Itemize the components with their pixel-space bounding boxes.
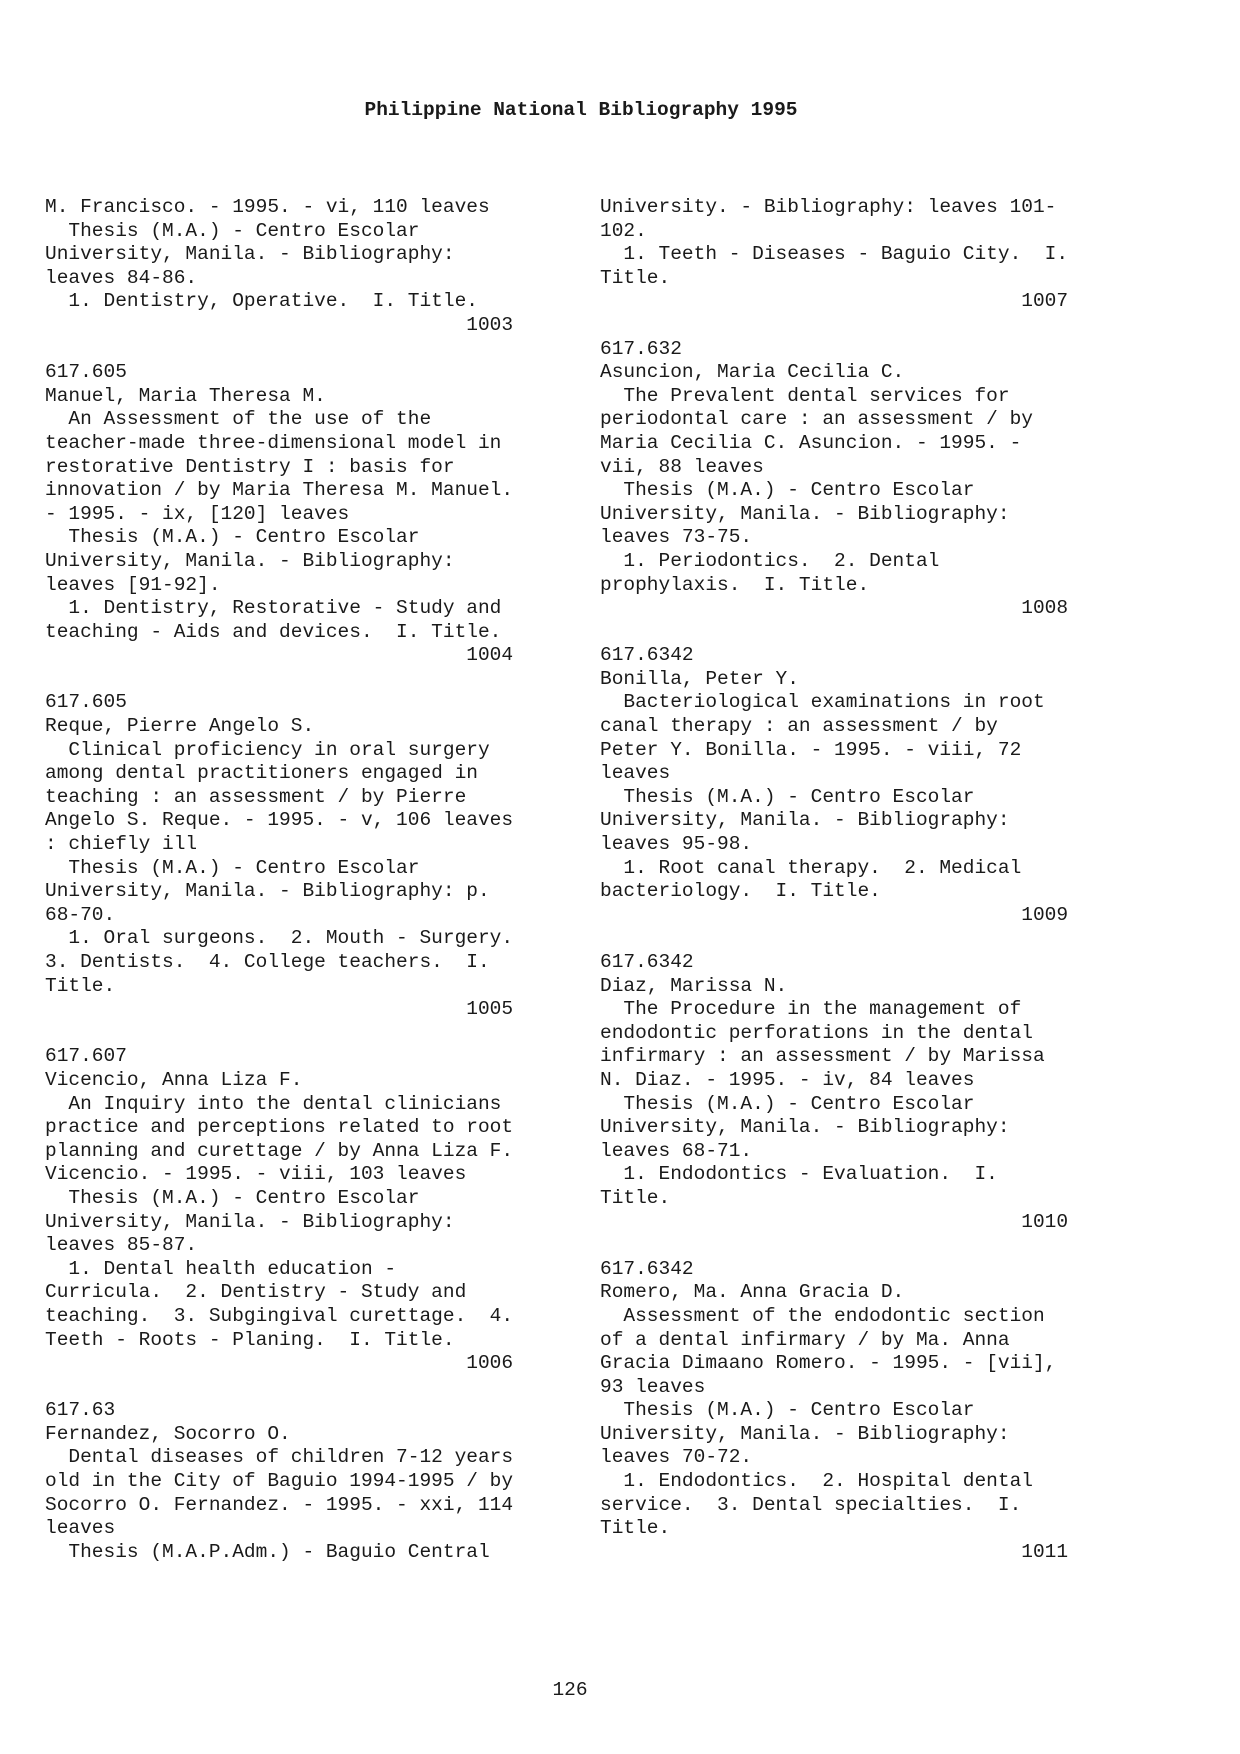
bibliography-line: Asuncion, Maria Cecilia C. [600,361,905,384]
left-column [45,196,555,1564]
bibliography-line: Peter Y. Bonilla. - 1995. - viii, 72 [600,738,1022,761]
page-number: 126 [552,1679,588,1701]
bibliography-line: 1. Dentistry, Restorative - Study and [45,597,502,620]
bibliography-line: 1. Teeth - Diseases - Baguio City. I. [600,243,1069,266]
bibliography-line: canal therapy : an assessment / by [600,715,998,738]
bibliography-line: An Inquiry into the dental clinicians [45,1092,502,1115]
bibliography-line: leaves 84-86. [45,266,198,289]
bibliography-line: 1007 [600,290,1069,313]
right-column [600,196,1110,1564]
bibliography-line: 617.63 [45,1399,116,1422]
bibliography-line: leaves [91-92]. [45,573,221,596]
bibliography-line: Vicencio, Anna Liza F. [45,1068,303,1091]
bibliography-line: Bonilla, Peter Y. [600,667,799,690]
bibliography-line: Dental diseases of children 7-12 years [45,1446,514,1469]
bibliography-line: Assessment of the endodontic section [600,1304,1045,1327]
bibliography-line: endodontic perforations in the dental [600,1021,1033,1044]
bibliography-line: The Procedure in the management of [600,998,1022,1021]
bibliography-line: leaves 73-75. [600,526,753,549]
bibliography-line: vii, 88 leaves [600,455,764,478]
bibliography-line: University, Manila. - Bibliography: [600,502,1010,525]
bibliography-line [600,1234,1110,1258]
bibliography-line: University, Manila. - Bibliography: [45,1210,455,1233]
bibliography-line: old in the City of Baguio 1994-1995 / by [45,1470,514,1493]
bibliography-line: 102. [600,219,647,242]
bibliography-line: Title. [600,1517,671,1540]
bibliography-line: University. - Bibliography: leaves 101- [600,196,1057,218]
page-title: Philippine National Bibliography 1995 [364,99,798,121]
bibliography-line: practice and perceptions related to root [45,1116,514,1139]
bibliography-line: Title. [45,974,116,997]
bibliography-line: Bacteriological examinations in root [600,691,1045,714]
bibliography-line: - 1995. - ix, [120] leaves [45,502,350,525]
bibliography-line: 1008 [600,597,1069,620]
bibliography-line: leaves [600,762,671,785]
bibliography-line: Thesis (M.A.) - Centro Escolar [600,1399,975,1422]
bibliography-line: Gracia Dimaano Romero. - 1995. - [vii], [600,1352,1057,1375]
bibliography-line: 3. Dentists. 4. College teachers. I. [45,951,490,973]
bibliography-line: 617.605 [45,691,127,714]
bibliography-line: Diaz, Marissa N. [600,974,788,997]
bibliography-line: 1011 [600,1540,1069,1563]
bibliography-line: Angelo S. Reque. - 1995. - v, 106 leaves [45,809,514,832]
bibliography-line: Thesis (M.A.) - Centro Escolar [600,1092,975,1115]
bibliography-line: restorative Dentistry I : basis for [45,455,455,478]
bibliography-line: teacher-made three-dimensional model in [45,431,502,454]
bibliography-line [45,338,555,362]
bibliography-line: Maria Cecilia C. Asuncion. - 1995. - [600,431,1022,454]
bibliography-line: Teeth - Roots - Planing. I. Title. [45,1328,455,1351]
bibliography-line: 68-70. [45,903,116,926]
bibliography-line: leaves [45,1517,116,1540]
bibliography-line: Curricula. 2. Dentistry - Study and [45,1281,467,1304]
bibliography-line: Socorro O. Fernandez. - 1995. - xxi, 114 [45,1493,514,1516]
bibliography-line: Thesis (M.A.) - Centro Escolar [45,526,420,549]
bibliography-line: M. Francisco. - 1995. - vi, 110 leaves [45,196,490,218]
bibliography-line [600,621,1110,645]
bibliography-line: 617.6342 [600,951,694,973]
bibliography-line: Thesis (M.A.) - Centro Escolar [600,785,975,808]
bibliography-line: teaching : an assessment / by Pierre [45,785,467,808]
bibliography-line: bacteriology. I. Title. [600,880,881,903]
bibliography-line: 1006 [45,1352,514,1375]
bibliography-line: among dental practitioners engaged in [45,762,478,785]
bibliography-line: Reque, Pierre Angelo S. [45,715,315,738]
bibliography-line: 1. Root canal therapy. 2. Medical [600,856,1022,879]
bibliography-line: Vicencio. - 1995. - viii, 103 leaves [45,1163,467,1186]
bibliography-line: Manuel, Maria Theresa M. [45,384,326,407]
bibliography-line: 1009 [600,903,1069,926]
bibliography-line: University, Manila. - Bibliography: [45,243,455,266]
bibliography-line: prophylaxis. I. Title. [600,573,870,596]
bibliography-line: N. Diaz. - 1995. - iv, 84 leaves [600,1068,975,1091]
bibliography-line: The Prevalent dental services for [600,384,1010,407]
bibliography-line: University, Manila. - Bibliography: [600,1116,1010,1139]
bibliography-line: 617.632 [600,337,682,360]
bibliography-line: periodontal care : an assessment / by [600,408,1033,431]
bibliography-line: Clinical proficiency in oral surgery [45,738,490,761]
bibliography-line: 617.6342 [600,644,694,667]
bibliography-line: leaves 85-87. [45,1234,198,1257]
bibliography-line: teaching. 3. Subgingival curettage. 4. [45,1304,514,1327]
bibliography-line: Thesis (M.A.P.Adm.) - Baguio Central [45,1540,490,1563]
bibliography-line: 617.6342 [600,1257,694,1280]
bibliography-line: Thesis (M.A.) - Centro Escolar [45,1186,420,1209]
bibliography-line: Thesis (M.A.) - Centro Escolar [45,219,420,242]
bibliography-line: : chiefly ill [45,833,198,856]
bibliography-line: leaves 95-98. [600,833,753,856]
bibliography-line: Romero, Ma. Anna Gracia D. [600,1281,905,1304]
bibliography-line: teaching - Aids and devices. I. Title. [45,620,502,643]
bibliography-line: innovation / by Maria Theresa M. Manuel. [45,479,514,502]
bibliography-line: University, Manila. - Bibliography: p. [45,880,490,903]
bibliography-line: University, Manila. - Bibliography: [600,809,1010,832]
bibliography-line: leaves 70-72. [600,1446,753,1469]
bibliography-line: 1. Periodontics. 2. Dental [600,549,940,572]
bibliography-line: 1. Endodontics - Evaluation. I. [600,1163,998,1186]
bibliography-line: Thesis (M.A.) - Centro Escolar [45,856,420,879]
bibliography-line: leaves 68-71. [600,1139,753,1162]
bibliography-line: 617.607 [45,1045,127,1068]
bibliography-line: Title. [600,1186,671,1209]
bibliography-line [600,314,1110,338]
bibliography-line: 1. Endodontics. 2. Hospital dental [600,1470,1033,1493]
bibliography-line [600,927,1110,951]
bibliography-line: University, Manila. - Bibliography: [45,549,455,572]
bibliography-line [45,668,555,692]
bibliography-line: service. 3. Dental specialties. I. [600,1493,1022,1516]
bibliography-line: infirmary : an assessment / by Marissa [600,1045,1045,1068]
bibliography-line: Fernandez, Socorro O. [45,1422,291,1445]
bibliography-line: of a dental infirmary / by Ma. Anna [600,1328,1010,1351]
bibliography-line: 1004 [45,644,514,667]
bibliography-line: 1. Oral surgeons. 2. Mouth - Surgery. [45,927,514,950]
bibliography-line: University, Manila. - Bibliography: [600,1422,1010,1445]
bibliography-line: 1. Dentistry, Operative. I. Title. [45,290,478,313]
bibliography-line: 617.605 [45,361,127,384]
bibliography-line: 93 leaves [600,1375,706,1398]
bibliography-line: 1. Dental health education - [45,1257,397,1280]
bibliography-line: Thesis (M.A.) - Centro Escolar [600,479,975,502]
bibliography-line: 1003 [45,313,514,336]
bibliography-line: 1010 [600,1210,1069,1233]
bibliography-line: planning and curettage / by Anna Liza F. [45,1139,514,1162]
bibliography-line: Title. [600,266,671,289]
bibliography-line [45,1376,555,1400]
bibliography-line [45,1022,555,1046]
bibliography-line: 1005 [45,998,514,1021]
bibliography-line: An Assessment of the use of the [45,408,432,431]
